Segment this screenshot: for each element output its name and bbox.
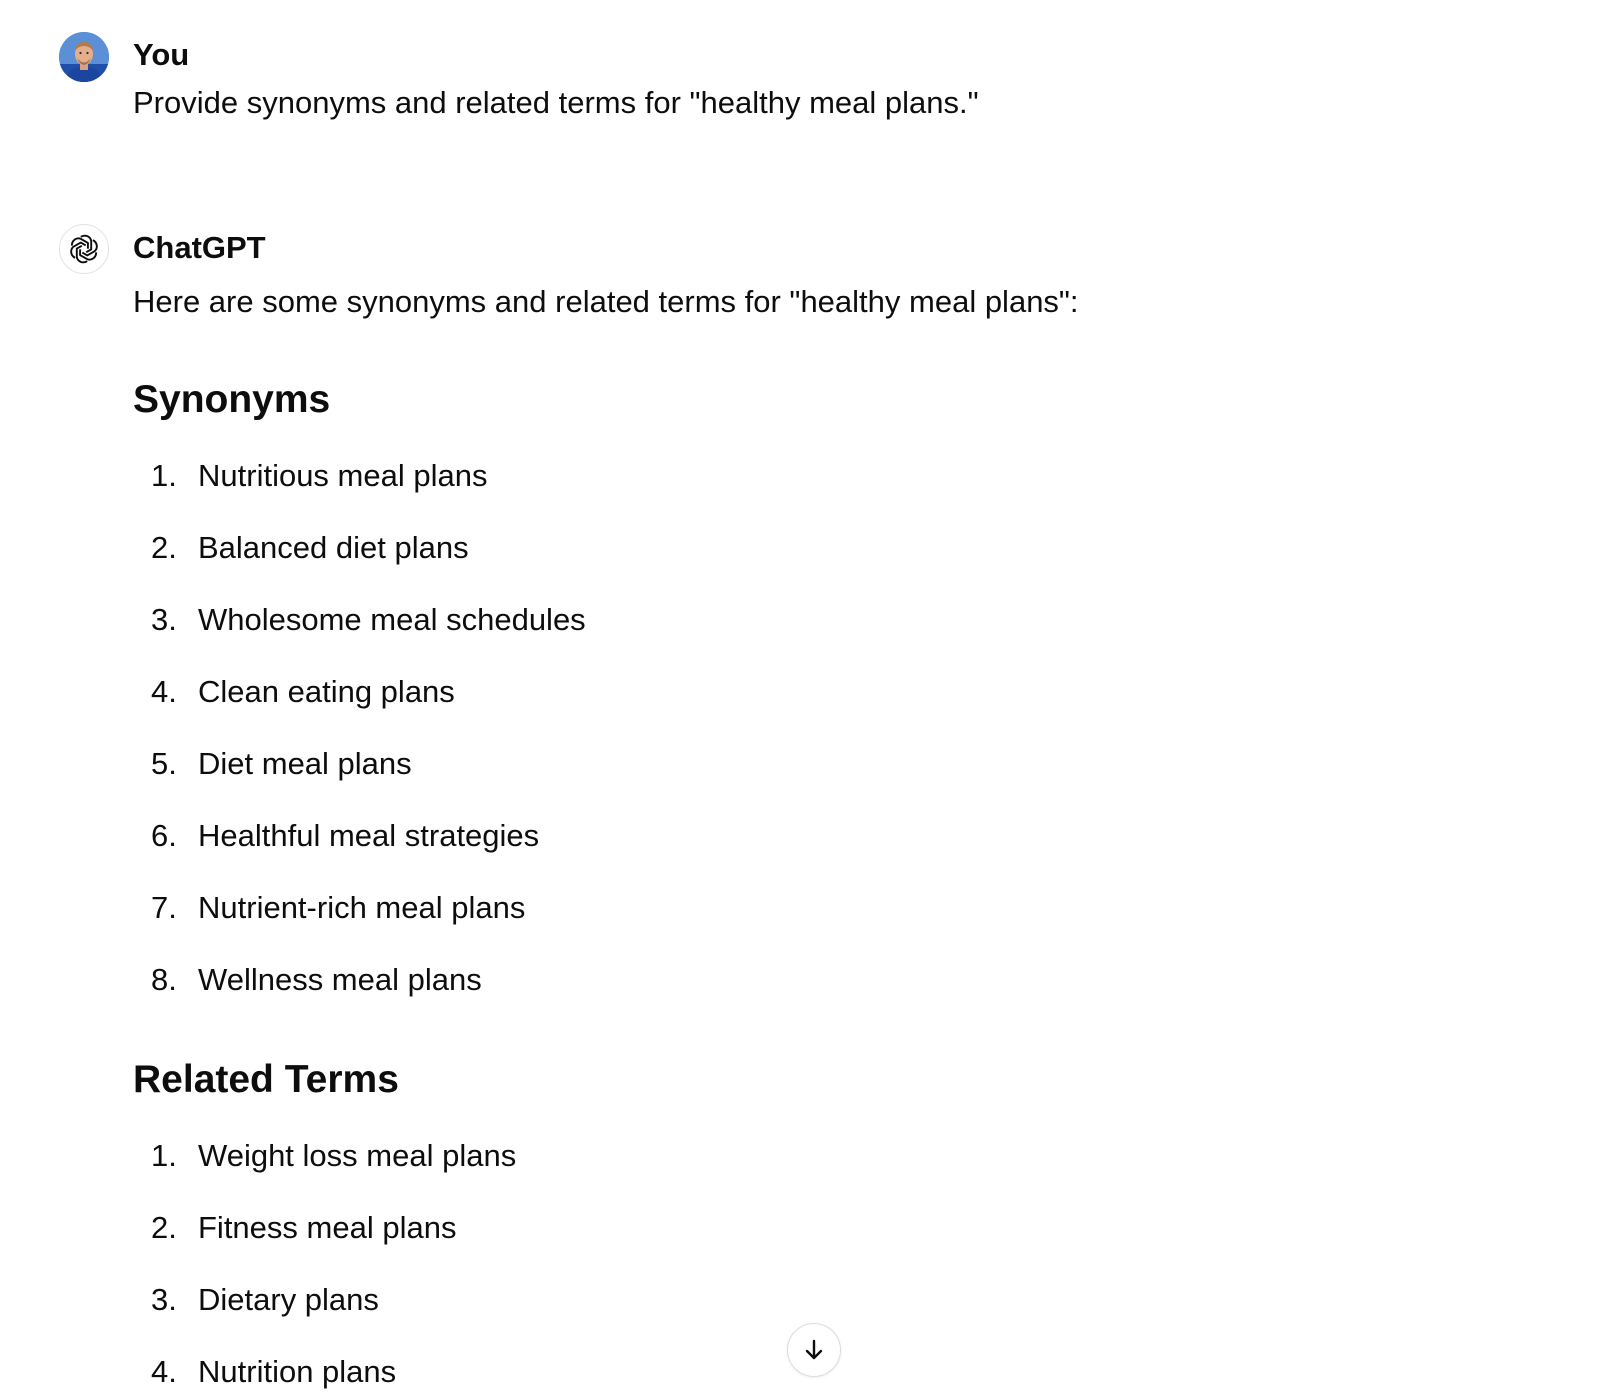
openai-logo-icon bbox=[67, 232, 101, 266]
list-item-number: 2. bbox=[151, 530, 177, 565]
list-item-number: 2. bbox=[151, 1210, 177, 1245]
list-item-label: Weight loss meal plans bbox=[198, 1138, 517, 1173]
section-heading-related-terms: Related Terms bbox=[133, 1058, 399, 1101]
list-item-number: 1. bbox=[151, 458, 177, 493]
user-avatar-photo bbox=[59, 32, 109, 82]
list-item-label: Diet meal plans bbox=[198, 746, 412, 781]
list-item-label: Wholesome meal schedules bbox=[198, 602, 586, 637]
assistant-intro-text: Here are some synonyms and related terms for "healthy meal plans": bbox=[133, 284, 1079, 319]
list-item-label: Healthful meal strategies bbox=[198, 818, 540, 853]
user-author-name: You bbox=[133, 37, 190, 72]
list-item-label: Nutrient-rich meal plans bbox=[198, 890, 526, 925]
list-item-label: Nutritious meal plans bbox=[198, 458, 488, 493]
list-item-label: Clean eating plans bbox=[198, 674, 455, 709]
list-item-label: Dietary plans bbox=[198, 1282, 379, 1317]
arrow-down-icon bbox=[800, 1336, 828, 1364]
list-item-number: 3. bbox=[151, 602, 177, 637]
list-item-label: Balanced diet plans bbox=[198, 530, 469, 565]
list-item-number: 3. bbox=[151, 1282, 177, 1317]
section-heading-synonyms: Synonyms bbox=[133, 378, 331, 421]
list-item-number: 5. bbox=[151, 746, 177, 781]
user-avatar bbox=[59, 32, 109, 82]
list-item-number: 4. bbox=[151, 1354, 177, 1389]
assistant-avatar bbox=[59, 224, 109, 274]
list-item-number: 6. bbox=[151, 818, 177, 853]
list-item-number: 8. bbox=[151, 962, 177, 997]
assistant-author-name: ChatGPT bbox=[133, 230, 266, 265]
user-message-text: Provide synonyms and related terms for "healthy meal plans." bbox=[133, 85, 979, 120]
list-item-number: 7. bbox=[151, 890, 177, 925]
list-item-label: Wellness meal plans bbox=[198, 962, 482, 997]
scroll-to-bottom-button[interactable] bbox=[787, 1323, 841, 1377]
list-item-label: Nutrition plans bbox=[198, 1354, 397, 1389]
list-item-number: 4. bbox=[151, 674, 177, 709]
list-item-number: 1. bbox=[151, 1138, 177, 1173]
list-item-label: Fitness meal plans bbox=[198, 1210, 457, 1245]
